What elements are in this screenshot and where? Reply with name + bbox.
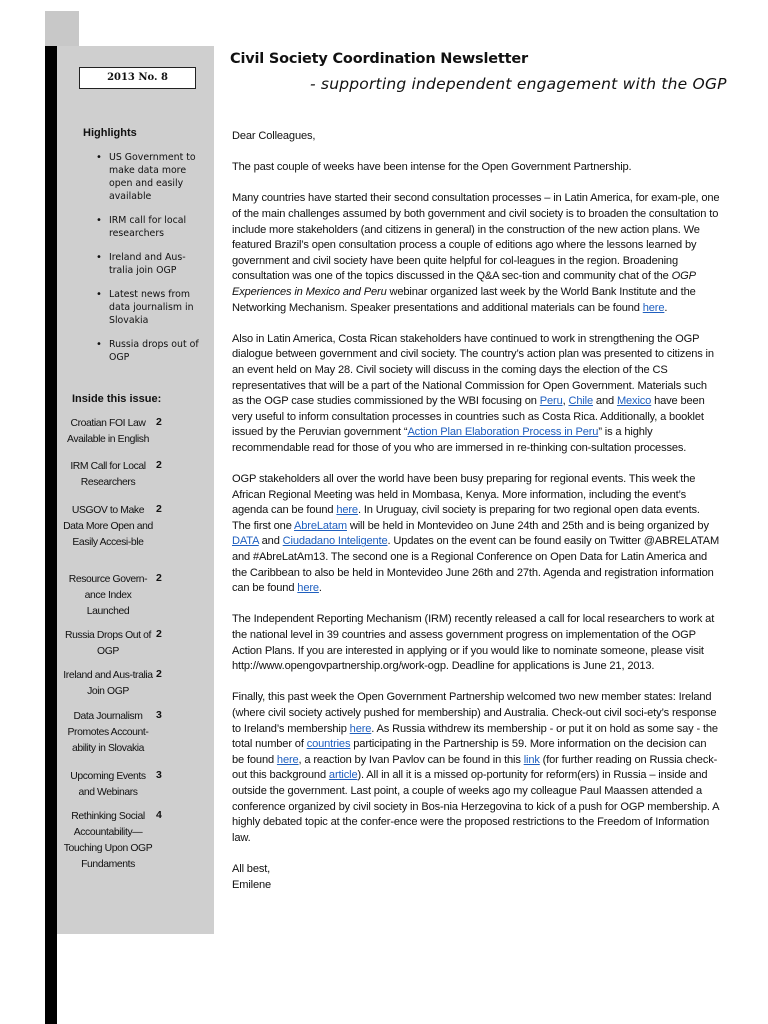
- text: Also in Latin America, Costa Rican stakeholders have continued to work in strengthening the OGP dialogue between government and civil society. The country’s action plan was presented to citizens in an event held on May 28. Civil society will discuss in the coming days the election of the CS representatives that will be a part of the National Commission for Open Government. Materials such as the OGP case studies commissioned by the WBI focusing on: [232, 332, 714, 408]
- toc-item-label: Rethinking Social Accountability—Touching Upon OGP Fundaments: [63, 811, 153, 870]
- text: ). All in all it is a missed op-portunity for reform(ers) in Russia – inside and outside the government. Last point, a couple of weeks ago my colleague Paul Maassen attended a conference organized by civil society in Bos-nia Herzegovina to kick of a push for OGP membership. A highly debated topic at the confer-ence were the proposed restrictions to the Freedom of Information law.: [232, 769, 719, 844]
- highlight-item: • IRM call for local researchers: [96, 214, 206, 240]
- toc-item-label: USGOV to Make Data More Open and Easily Accesi-ble: [63, 505, 153, 548]
- toc-item-label: Upcoming Events and Webinars: [70, 771, 146, 798]
- toc-item-page: 2: [156, 628, 162, 640]
- abrelatam-link[interactable]: AbreLatam: [294, 519, 347, 532]
- toc-item-page: 2: [156, 503, 162, 515]
- signature: Emilene: [232, 878, 272, 891]
- paragraph-costa-rica: [232, 332, 720, 457]
- intro-paragraph: The past couple of weeks have been intense for the Open Government Partnership.: [232, 161, 632, 174]
- text: and: [593, 395, 617, 408]
- peru-case-study-link[interactable]: Peru: [539, 395, 563, 408]
- greeting: Dear Colleagues,: [232, 130, 316, 142]
- african-meeting-link[interactable]: here: [336, 504, 358, 517]
- letter-body: [232, 129, 720, 893]
- registration-link[interactable]: here: [297, 582, 319, 595]
- text: ,: [562, 395, 569, 408]
- toc-item-label: Croatian FOI Law Available in English: [67, 418, 149, 445]
- text: . As Russia withdrew its membership - or put it on hold as some say - the total number of: [232, 722, 718, 751]
- toc-item-page: 2: [156, 572, 162, 584]
- text: participating in the Partnership is 59. More information on the decision can be found: [232, 738, 707, 766]
- issue-number: 2013 No. 8: [79, 67, 196, 89]
- pavlov-reaction-link[interactable]: link: [523, 753, 540, 766]
- text: , a reaction by Ivan Pavlov can be found in this: [298, 753, 524, 766]
- countries-link[interactable]: countries: [306, 738, 351, 751]
- highlights-list: [96, 151, 206, 375]
- toc-item-label: Russia Drops Out of OGP: [65, 630, 151, 657]
- text: ” is a highly recommendable read for those of you who are immersed in re-thinking con-sultation processes.: [232, 426, 687, 454]
- text: will be held in Montevideo on June 24th and 25th and is being organized by: [346, 519, 709, 532]
- closing: All best,: [232, 862, 271, 875]
- text: and: [258, 535, 283, 548]
- text: OGP stakeholders all over the world have been busy preparing for regional events. This week the African Regional Meeting was held in Mombasa, Kenya. More information, including the event’s agenda can be found: [232, 473, 696, 517]
- toc-item-page: 2: [156, 459, 162, 471]
- webinar-title: OGP Experiences in Mexico and Peru: [232, 270, 696, 298]
- toc-item-label: Data Journalism Promotes Account-ability in Slovakia: [67, 711, 149, 754]
- highlight-item: • US Government to make data more open and easily available: [96, 151, 206, 203]
- booklet-link[interactable]: Action Plan Elaboration Process in Peru: [407, 426, 599, 439]
- text: Many countries have started their second consultation processes – in Latin America, for exam-ple, one of the main challenges assumed by both government and civil society is to broaden the consultation to include more stakeholders (and citizens in general) in the construction of the new action plans. We featured Brazil’s open consultation process a couple of editions ago where the lessons learned by government and civil society have been quite helpful for col-leagues in the region. Broadening consultation was one of the topics discussed in the Q&A sec-tion and community chat of the: [232, 192, 720, 283]
- toc-item-page: 3: [156, 769, 162, 781]
- paragraph-regional-events: [232, 472, 720, 597]
- text: .: [664, 301, 668, 314]
- data-org-link[interactable]: DATA: [232, 535, 259, 548]
- text: have been very useful to inform consultation processes in countries such as Costa Rica. Additionally, a booklet issued by the Peruvian government “: [232, 395, 705, 439]
- text: webinar organized last week by the World Bank Institute and the Networking Mechanism. Speaker presentations and additional materials can be found: [232, 285, 696, 314]
- inside-issue-title: Inside this issue:: [72, 393, 162, 405]
- header-corner-block: [45, 11, 79, 46]
- ireland-response-link[interactable]: here: [349, 722, 372, 735]
- left-accent-bar: [45, 46, 57, 1024]
- mexico-case-study-link[interactable]: Mexico: [616, 395, 652, 408]
- highlight-item: • Latest news from data journalism in Slovakia: [96, 288, 206, 327]
- ciudadano-inteligente-link[interactable]: Ciudadano Inteligente: [282, 535, 388, 548]
- background-article-link[interactable]: article: [328, 769, 358, 782]
- toc-item-label: IRM Call for Local Researchers: [70, 461, 146, 488]
- toc-item-page: 3: [156, 709, 162, 721]
- highlights-title: Highlights: [83, 127, 137, 139]
- highlight-item: • Russia drops out of OGP: [96, 338, 206, 364]
- paragraph-consultation: [232, 191, 720, 316]
- text: (for further reading on Russia check-out this background: [232, 753, 718, 782]
- toc-item-label: Resource Govern-ance Index Launched: [68, 574, 148, 617]
- toc-item-page: 4: [156, 809, 162, 821]
- toc-item-page: 2: [156, 416, 162, 428]
- text: Finally, this past week the Open Government Partnership welcomed two new member states: Ireland (where civil society actively pushed for membership) and Australia. Check-out civil soci-ety’s response to Ireland’s membership: [232, 691, 717, 735]
- text: .: [318, 582, 322, 595]
- text: . Updates on the event can be found easily on Twitter @ABRELATAM and #AbreLatAm13. The second one is a Regional Conference on Open Data for Latin America and the Caribbean to also be held in Montevideo June 26th and 27th. Agenda and registration information can be found: [232, 535, 720, 595]
- highlight-item: • Ireland and Aus-tralia join OGP: [96, 251, 206, 277]
- text: . In Uruguay, civil society is preparing for two regional open data events. The first one: [232, 504, 700, 532]
- newsletter-title: Civil Society Coordination Newsletter: [230, 51, 528, 67]
- newsletter-subtitle: - supporting independent engagement with the OGP: [310, 75, 727, 93]
- paragraph-irm: The Independent Reporting Mechanism (IRM) recently released a call for local researchers to work at the national level in 39 countries and assess government progress on implementation of the OGP Action Plans. If you are interested in applying or if you would like to nominate someone, please visit http://www.opengovpartnership.org/work-ogp. Deadline for applications is June 21, 2013.: [232, 613, 715, 673]
- chile-case-study-link[interactable]: Chile: [568, 395, 593, 408]
- toc-item-page: 2: [156, 668, 162, 680]
- russia-decision-link[interactable]: here: [276, 753, 299, 766]
- toc-item-label: Ireland and Aus-tralia Join OGP: [63, 670, 153, 697]
- webinar-materials-link[interactable]: here: [642, 301, 665, 314]
- paragraph-new-members: [232, 690, 720, 846]
